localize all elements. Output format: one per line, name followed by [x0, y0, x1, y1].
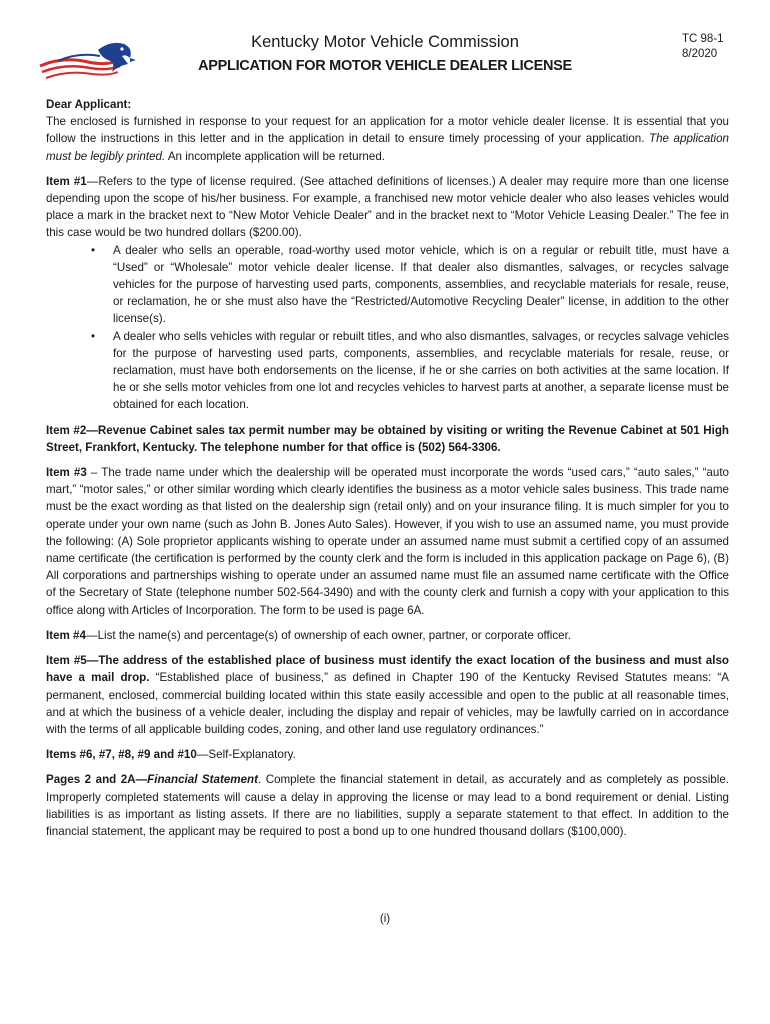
item-5-paragraph: Item #5—The address of the established place of business must identify the exact location of the business and must also have a mail drop. “Established place of business,” as defined in Chapter 190 of the Kentucky Revised Statutes means: “A permanent, enclosed, commercial building located within this state easily accessible and open to the public at all reasonable times, and at which the business of a vehicle dealer, including the display and repair of vehicles, may be lawfully carried on in accordance with the terms of all applicable building codes, zoning, and other land use regulatory ordinances.” — [46, 654, 729, 736]
form-number: TC 98-1 — [682, 33, 724, 45]
items-6-10-paragraph: Items #6, #7, #8, #9 and #10—Self-Explanatory. — [46, 748, 296, 762]
intro-paragraph: The enclosed is furnished in response to your request for an application for a motor vehicle dealer license. It is essential that you follow the instructions in this letter and in the application in detail to ensure timely processing of your application. The application must be legibly printed. An incomplete application will be returned. — [46, 115, 729, 163]
pages-2-italic: Financial Statement — [147, 773, 258, 787]
intro-italic: The application must be legibly printed. — [46, 132, 729, 163]
item-4-label: Item #4 — [46, 628, 86, 642]
item-1-bullet-list — [46, 242, 729, 414]
item-3-label: Item #3 — [46, 466, 87, 480]
organization-name: Kentucky Motor Vehicle Commission — [251, 33, 519, 51]
page-number: (i) — [379, 912, 391, 925]
item-5-bold: Item #5—The address of the established place of business must identify the exact location of the business and must also have a mail drop. — [46, 654, 729, 685]
pages-2-label: Pages 2 and 2A— — [46, 773, 148, 787]
bullet-item: • A dealer who sells an operable, road-worthy used motor vehicle, which is on a regular or rebuilt title, must have a “Used” or “Wholesale” motor vehicle dealer license. If that dealer also dismantles, salvages, or recycles salvage vehicles for the purpose of harvesting used parts, components, assemblies, and recyclable materials for resale, reuse, or reclamation, he or she must also have the “Restricted/Automotive Recycling Dealer” license, in addition to the other license(s). — [113, 242, 729, 328]
item-3-paragraph: Item #3 – The trade name under which the dealership will be operated must incorporate the words “used cars,” “auto sales,” “auto mart,” “motor sales,” or other similar wording which clearly identifies the business as a motor vehicle sales business. This trade name must be the exact wording as that listed on the dealership sign (retail only) and on your insurance filing. It is much simpler for you to operate under your own name (such as John B. Jones Auto Sales). However, if you wish to use an assumed name, you must provide the following: (A) Sole proprietor applicants wishing to operate under an assumed name must submit a certified copy of an assumed name certificate (the certification is performed by the county clerk and the form is included in this application package on Page 6), (B) All corporations and partnerships wishing to operate under an assumed name must file an assumed name certificate with the Office of the Secretary of State (telephone number 502-564-3490) and with the county clerk and furnish a copy with your application to this office along with Articles of Incorporation. The form to be used is page 6A. — [46, 466, 729, 617]
item-1-paragraph: Item #1—Refers to the type of license required. (See attached definitions of licenses.) A dealer may require more than one license depending upon the scope of his/her business. For example, a franchised new motor vehicle dealer who also leases vehicles would place a mark in the bracket next to “New Motor Vehicle Dealer” and in the bracket next to “Motor Vehicle Leasing Dealer.” The fee in this case would be two hundred dollars ($200.00). — [46, 174, 729, 240]
salutation: Dear Applicant: — [46, 98, 132, 111]
header-title-block — [170, 32, 600, 76]
item-1-label: Item #1 — [46, 174, 87, 188]
item-4-paragraph: Item #4—List the name(s) and percentage(s) of ownership of each owner, partner, or corporate officer. — [46, 628, 572, 642]
document-title: APPLICATION FOR MOTOR VEHICLE DEALER LICENSE — [198, 58, 572, 74]
letter-body — [46, 96, 729, 848]
bullet-item: • A dealer who sells vehicles with regular or rebuilt titles, and who also dismantles, salvages, or recycles salvage vehicles for the purpose of harvesting used parts, components, assemblies, and recyclable materials for resale, reuse, or reclamation, must have both endorsements on the license, if he or she carries on both activities at the same location. If he or she sells motor vehicles from one lot and recycles vehicles to harvest parts at another, a separate license must be obtained for each location. — [113, 328, 729, 414]
pages-2-paragraph: Pages 2 and 2A—Financial Statement. Complete the financial statement in detail, as accurately and as completely as possible. Improperly completed statements will cause a delay in approving the license or may lead to a bond requirement or denial. Listing liabilities is as important as listing assets. If there are no liabilities, supply a separate statement to that effect. In addition to the financial statement, the applicant may be required to post a bond up to one hundred thousand dollars ($100,000). — [46, 773, 729, 838]
form-identifier — [682, 32, 724, 62]
item-2-paragraph: Item #2—Revenue Cabinet sales tax permit number may be obtained by visiting or writing the Revenue Cabinet at 501 High Street, Frankfort, Kentucky. The telephone number for that office is (502) 564-3306. — [46, 423, 729, 454]
eagle-flag-logo-icon — [38, 36, 138, 88]
items-6-10-label: Items #6, #7, #8, #9 and #10 — [46, 748, 197, 762]
form-date: 8/2020 — [682, 48, 718, 60]
